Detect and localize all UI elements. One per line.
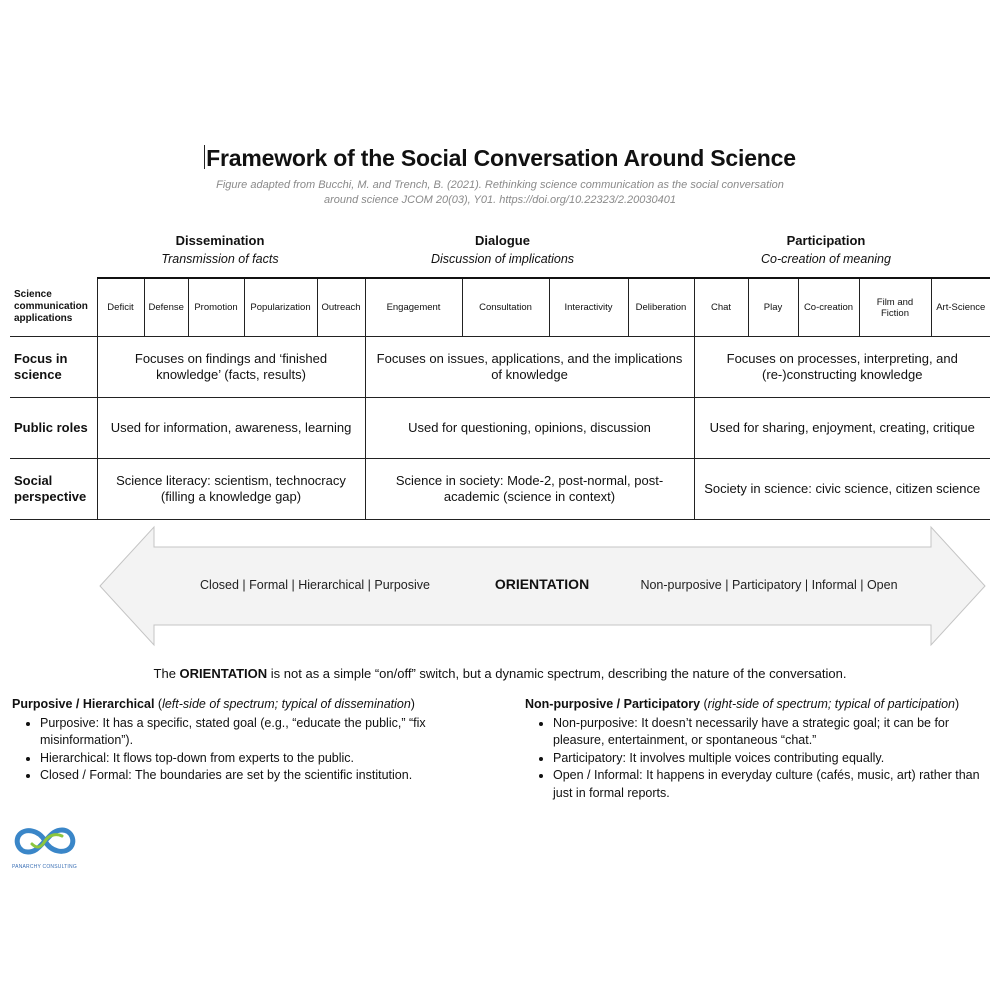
category-participation	[716, 233, 936, 266]
framework-table	[10, 277, 990, 520]
heading-bold: Non-purposive / Participatory	[525, 697, 701, 711]
note-post: is not as a simple “on/off” switch, but a dynamic spectrum, describing the nature of the conversation.	[267, 666, 847, 681]
category-subheading: Discussion of implications	[430, 252, 575, 266]
orientation-right-text: Non-purposive | Participatory | Informal | Open	[640, 578, 898, 592]
orientation-label: ORIENTATION	[494, 576, 590, 592]
heading-paren: (	[700, 697, 708, 711]
application-cell: Play	[748, 278, 798, 337]
panarchy-logo	[12, 824, 78, 870]
table-row-public-roles	[10, 398, 990, 459]
list-item: • Open / Informal: It happens in everyday culture (cafés, music, art) rather than just in formal reports.	[553, 767, 991, 802]
heading-italic: left-side of spectrum; typical of dissemination	[162, 697, 411, 711]
heading-bold: Purposive / Hierarchical	[12, 697, 155, 711]
table-cell: Focuses on issues, applications, and the implications of knowledge	[365, 337, 694, 398]
application-cell: Art-Science	[931, 278, 990, 337]
application-cell: Promotion	[188, 278, 244, 337]
category-heading: Participation	[786, 233, 866, 248]
citation	[170, 178, 830, 208]
category-dissemination	[120, 233, 320, 266]
page-title	[0, 145, 1000, 172]
application-cell: Engagement	[365, 278, 462, 337]
heading-paren: )	[955, 697, 960, 711]
title-text: Framework of the Social Conversation Around Science	[206, 145, 796, 171]
list-item: • Purposive: It has a specific, stated goal (e.g., “educate the public,” “fix misinformation”).	[40, 715, 482, 750]
table-cell: Focuses on processes, interpreting, and (re-)constructing knowledge	[694, 337, 990, 398]
right-bullet-list	[525, 715, 991, 803]
table-cell: Science literacy: scientism, technocracy (filling a knowledge gap)	[97, 459, 365, 520]
table-cell: Used for sharing, enjoyment, creating, critique	[694, 398, 990, 459]
row-label: Public roles	[10, 398, 97, 459]
application-cell: Co-creation	[798, 278, 859, 337]
application-cell: Deficit	[97, 278, 144, 337]
row-label-applications: Science communication applications	[10, 278, 97, 337]
logo-text: PANARCHY CONSULTING	[12, 864, 77, 870]
heading-italic: right-side of spectrum; typical of participation	[707, 697, 956, 711]
application-cell: Consultation	[462, 278, 549, 337]
application-cell: Film and Fiction	[859, 278, 931, 337]
right-column-heading	[525, 696, 991, 714]
table-cell: Focuses on findings and ‘finished knowledge’ (facts, results)	[97, 337, 365, 398]
category-subheading: Transmission of facts	[161, 252, 279, 266]
orientation-note	[0, 666, 1000, 681]
application-cell: Interactivity	[549, 278, 628, 337]
list-item: • Hierarchical: It flows top-down from experts to the public.	[40, 750, 482, 768]
table-cell: Used for information, awareness, learning	[97, 398, 365, 459]
category-heading: Dialogue	[475, 233, 530, 248]
infinity-logo-icon	[12, 824, 78, 858]
list-item: • Closed / Formal: The boundaries are set by the scientific institution.	[40, 767, 482, 785]
table-row-social-perspective	[10, 459, 990, 520]
application-cell: Deliberation	[628, 278, 694, 337]
table-cell: Science in society: Mode-2, post-normal, post-academic (science in context)	[365, 459, 694, 520]
left-column-heading	[12, 696, 482, 714]
table-cell: Society in science: civic science, citizen science	[694, 459, 990, 520]
right-column	[525, 696, 991, 802]
citation-line-1: Figure adapted from Bucchi, M. and Trench, B. (2021). Rethinking science communication as the social conversation	[216, 179, 784, 191]
list-item: • Participatory: It involves multiple voices contributing equally.	[553, 750, 991, 768]
application-cell: Popularization	[244, 278, 317, 337]
left-bullet-list	[12, 715, 482, 785]
note-pre: The	[153, 666, 180, 681]
row-label: Social perspective	[10, 459, 97, 520]
category-subheading: Co-creation of meaning	[761, 252, 891, 266]
citation-line-2: around science JCOM 20(03), Y01. https://doi.org/10.22323/2.20030401	[323, 194, 677, 206]
row-label: Focus in science	[10, 337, 97, 398]
table-cell: Used for questioning, opinions, discussion	[365, 398, 694, 459]
table-row-focus	[10, 337, 990, 398]
category-heading: Dissemination	[175, 233, 265, 248]
orientation-left-text: Closed | Formal | Hierarchical | Purposive	[200, 578, 430, 592]
application-cell: Defense	[144, 278, 188, 337]
heading-paren: )	[410, 697, 415, 711]
category-dialogue	[380, 233, 625, 266]
applications-row	[10, 278, 990, 337]
application-cell: Outreach	[317, 278, 365, 337]
application-cell: Chat	[694, 278, 748, 337]
left-column	[12, 696, 482, 785]
heading-paren: (	[154, 697, 163, 711]
note-bold: ORIENTATION	[179, 666, 268, 681]
list-item: • Non-purposive: It doesn’t necessarily have a strategic goal; it can be for pleasure, entertainment, or spontaneous “chat.”	[553, 715, 991, 750]
